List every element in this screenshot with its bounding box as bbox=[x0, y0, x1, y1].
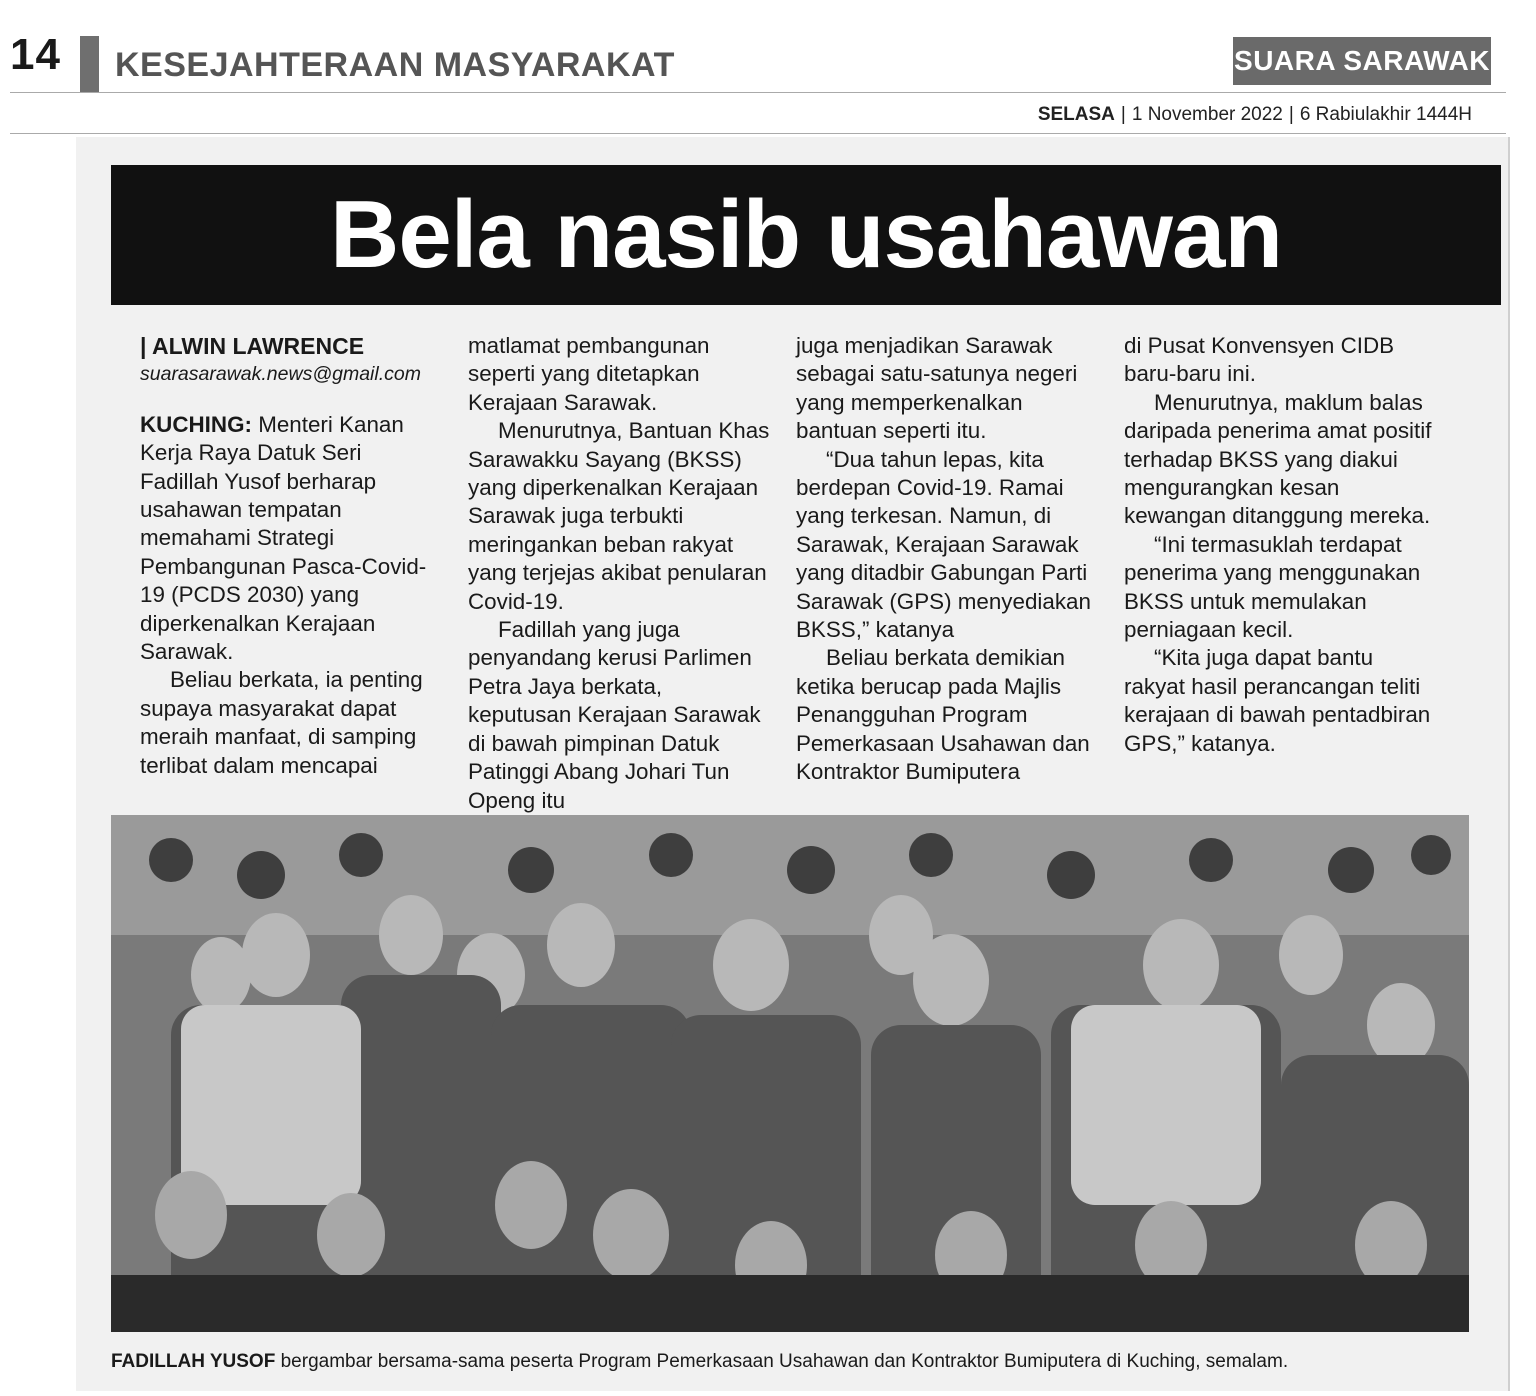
dateline-bar bbox=[1038, 104, 1472, 126]
date-separator: | bbox=[1120, 104, 1126, 125]
paragraph: juga menjadikan Sarawak sebagai satu-satunya negeri yang memperkenalkan bantuan seperti itu. bbox=[796, 333, 1078, 444]
dateline-rule bbox=[10, 133, 1506, 134]
paragraph: Beliau berkata demikian ketika berucap pada Majlis Penangguhan Program Pemerkasaan Usahawan dan Kontraktor Bumiputera bbox=[796, 645, 1090, 785]
article-column-3 bbox=[796, 332, 1098, 787]
caption-text: bergambar bersama-sama peserta Program Pemerkasaan Usahawan dan Kontraktor Bumiputera di Kuching, semalam. bbox=[280, 1351, 1289, 1372]
photo-caption bbox=[111, 1351, 1288, 1373]
headline-banner bbox=[111, 165, 1501, 305]
article-column-1 bbox=[140, 332, 440, 780]
paragraph: Beliau berkata, ia penting supaya masyarakat dapat meraih manfaat, di samping terlibat dalam mencapai bbox=[140, 667, 423, 778]
caption-name: FADILLAH YUSOF bbox=[111, 1351, 276, 1372]
section-marker bbox=[80, 36, 99, 92]
paragraph: “Kita juga dapat bantu rakyat hasil perancangan teliti kerajaan di bawah pentadbiran GPS,” katanya. bbox=[1124, 645, 1431, 756]
paragraph: Menurutnya, Bantuan Khas Sarawakku Sayang (BKSS) yang diperkenalkan Kerajaan Sarawak juga terbukti meringankan beban rakyat yang terjejas akibat penularan Covid-19. bbox=[468, 418, 770, 614]
day-label: SELASA bbox=[1037, 104, 1115, 125]
paragraph: matlamat pembangunan seperti yang ditetapkan Kerajaan Sarawak. bbox=[468, 333, 710, 415]
gregorian-date: 1 November 2022 bbox=[1131, 104, 1283, 125]
date-separator: | bbox=[1288, 104, 1294, 125]
group-photo bbox=[111, 815, 1469, 1332]
paragraph: Menurutnya, maklum balas daripada penerima amat positif terhadap BKSS yang diakui mengurangkan kesan kewangan ditanggung mereka. bbox=[1124, 389, 1432, 529]
paragraph: “Dua tahun lepas, kita berdepan Covid-19. Ramai yang terkesan. Namun, di Sarawak, Kerajaan Sarawak yang ditadbir Gabungan Parti Sarawak (GPS) menyediakan BKSS,” katanya bbox=[796, 446, 1091, 643]
article-column-2 bbox=[468, 332, 770, 815]
header-rule bbox=[10, 92, 1506, 93]
dateline: KUCHING: bbox=[140, 411, 252, 437]
author-email: suarasarawak.news@gmail.com bbox=[140, 363, 421, 386]
byline: | ALWIN LAWRENCE bbox=[140, 333, 365, 359]
page-number: 14 bbox=[10, 30, 61, 79]
paragraph: “Ini termasuklah terdapat penerima yang menggunakan BKSS untuk memulakan perniagaan kecil. bbox=[1124, 531, 1421, 643]
article-column-4 bbox=[1124, 332, 1434, 758]
brand-label: SUARA SARAWAK bbox=[1234, 45, 1490, 76]
paragraph: di Pusat Konvensyen CIDB baru-baru ini. bbox=[1124, 333, 1395, 387]
paragraph bbox=[140, 411, 440, 667]
section-title: KESEJAHTERAAN MASYARAKAT bbox=[115, 46, 675, 84]
headline: Bela nasib usahawan bbox=[329, 181, 1282, 288]
paragraph: Fadillah yang juga penyandang kerusi Parlimen Petra Jaya berkata, keputusan Kerajaan Sarawak di bawah pimpinan Datuk Patinggi Abang Johari Tun Openg itu bbox=[468, 617, 761, 813]
group-photo-illustration bbox=[111, 815, 1469, 1332]
paragraph-text: Menteri Kanan Kerja Raya Datuk Seri Fadillah Yusof berharap usahawan tempatan memahami Strategi Pembangunan Pasca-Covid-19 (PCDS 2030) yang diperkenalkan Kerajaan Sarawak. bbox=[140, 411, 427, 665]
brand-badge bbox=[1233, 37, 1491, 85]
hijri-date: 6 Rabiulakhir 1444H bbox=[1299, 104, 1472, 125]
